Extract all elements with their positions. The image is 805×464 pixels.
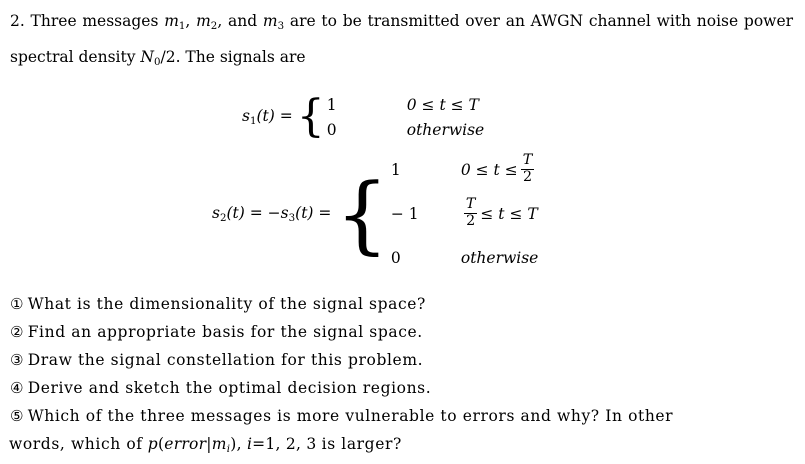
- symbol-p-error: $p(error|m_i)$: [147, 435, 237, 456]
- equation-s2-cases: [391, 148, 538, 280]
- symbol-n0: $N_0$: [140, 48, 161, 69]
- symbol-m2: $m_2$: [196, 12, 218, 33]
- question-text-5b: words, which of $p(error|m_i)$, i=1, 2, 3 is larger?: [9, 435, 402, 456]
- problem-statement: [10, 6, 793, 78]
- question-marker-3: ③: [10, 351, 24, 370]
- problem-number: 2.: [10, 12, 25, 30]
- statement-part-4: . The signals are: [175, 48, 306, 67]
- question-text-4: Derive and sketch the optimal decision regions.: [27, 379, 432, 398]
- question-text-3: Draw the signal constellation for this problem.: [27, 351, 424, 370]
- question-marker-4: ④: [10, 379, 24, 398]
- case-row: − 1 $\frac{T}{2}$ ≤ t ≤ T: [390, 196, 538, 229]
- question-item-1: [10, 290, 795, 318]
- statement-part-2: are to be transmitted over an AWGN channel: [289, 12, 651, 30]
- symbol-m1: $m_1$: [164, 12, 186, 33]
- symbol-m3: $m_3$: [262, 12, 285, 33]
- question-marker-1: ①: [10, 295, 24, 314]
- question-marker-2: ②: [10, 323, 24, 342]
- question-item-4: [10, 374, 795, 402]
- case-brace-s1: {: [296, 91, 325, 143]
- statement-comma-2: , and: [217, 12, 258, 30]
- fraction-t-over-2: $\frac{T}{2}$: [522, 152, 533, 185]
- question-text-1: What is the dimensionality of the signal space?: [27, 295, 426, 314]
- statement-part-3: with noise power spectral density: [10, 12, 794, 67]
- question-list: [10, 290, 795, 464]
- equation-s2-s3-lhs: $s_2(t) = -s_3(t)$ =: [212, 204, 332, 225]
- equation-s1: [10, 92, 795, 142]
- case-row: 0 otherwise: [326, 120, 485, 139]
- question-item-5: [10, 402, 800, 464]
- question-marker-5: ⑤: [10, 407, 24, 426]
- question-text-2: Find an appropriate basis for the signal space.: [27, 323, 423, 342]
- case-row: 1 0 ≤ t ≤ $\frac{T}{2}$: [390, 152, 533, 185]
- equation-s1-cases: [327, 92, 484, 142]
- fraction-t-over-2: $\frac{T}{2}$: [465, 196, 476, 229]
- question-text-5a: Which of the three messages is more vulnerable to errors and why? In other: [27, 407, 674, 426]
- equation-s2-s3: [10, 148, 795, 280]
- statement-over-2: /2: [160, 48, 176, 67]
- equation-s1-lhs: $s_1(t)$ =: [242, 107, 293, 128]
- statement-part-1: Three messages: [30, 12, 159, 30]
- statement-comma-1: ,: [185, 12, 191, 30]
- case-brace-s2: {: [335, 165, 389, 264]
- question-item-3: [10, 346, 795, 374]
- case-row: 1 0 ≤ t ≤ T: [326, 95, 479, 114]
- question-item-2: [10, 318, 795, 346]
- case-row: 0 otherwise: [390, 249, 539, 268]
